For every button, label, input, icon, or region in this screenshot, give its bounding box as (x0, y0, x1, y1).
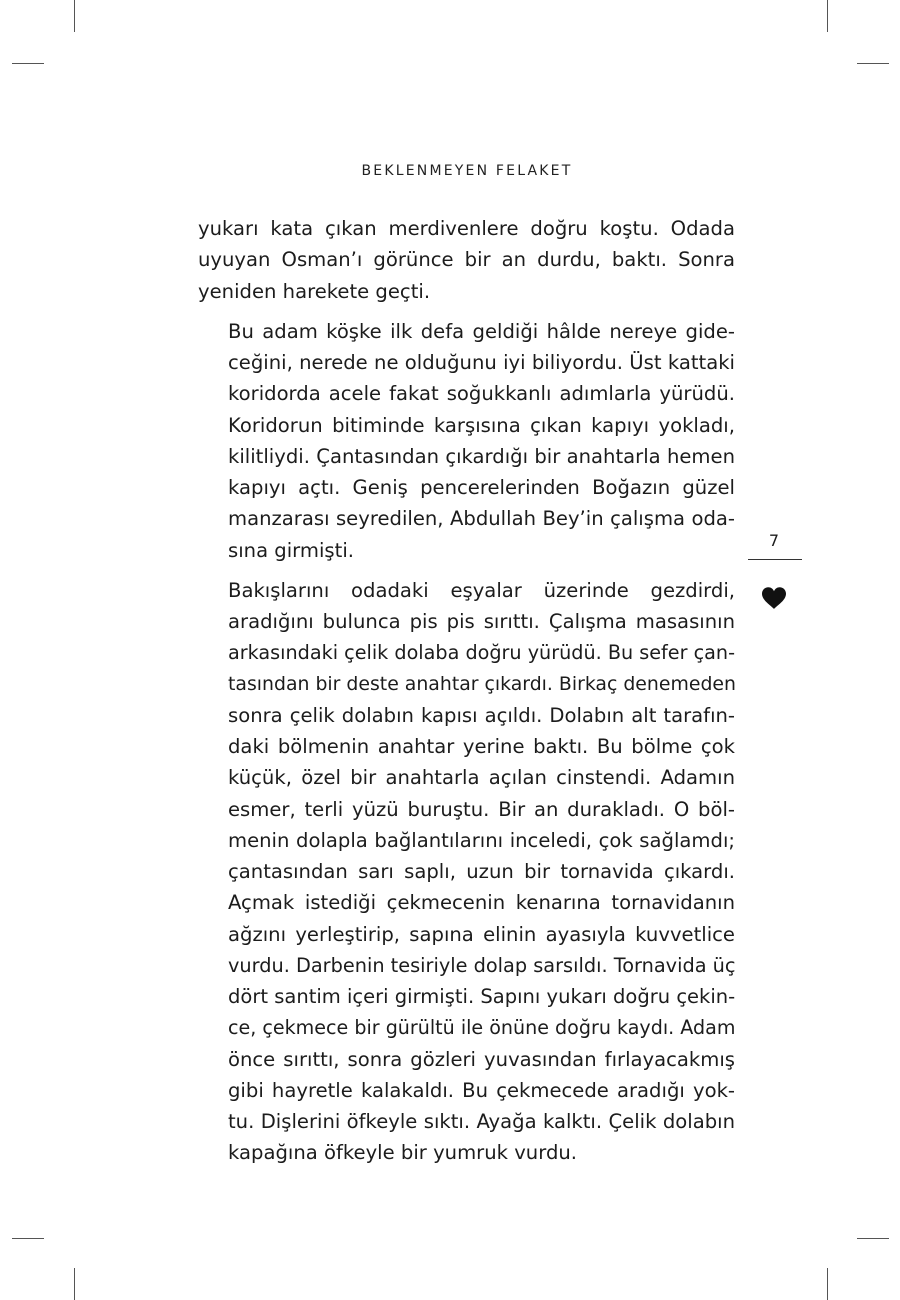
crop-mark-bottom-left (74, 1268, 75, 1300)
paragraph (198, 316, 735, 566)
text-line: Bakışlarını odadaki eşyalar üzerinde gezdirdi, (228, 578, 735, 602)
text-line: önce sırıttı, sonra gözleri yuvasından fırlayacakmış (228, 1047, 735, 1071)
text-line: sonra çelik dolabın kapısı açıldı. Dolabın alt tarafın- (228, 703, 735, 727)
crop-mark-top-right (827, 0, 828, 32)
text-line: koridorda acele fakat soğukkanlı adımlarla yürüdü. (228, 382, 735, 406)
body-text (198, 213, 735, 1178)
page-number: 7 (768, 531, 780, 550)
crop-mark-left-top (12, 63, 44, 64)
text-line: Koridorun bitiminde karşısına çıkan kapıyı yokladı, (228, 413, 735, 437)
text-line: yukarı kata çıkan merdivenlere doğru koştu. Odada (198, 217, 735, 240)
text-line: manzarası seyredilen, Abdullah Bey’in çalışma oda- (228, 507, 735, 531)
crop-mark-top-left (74, 0, 75, 32)
text-line: kilitliydi. Çantasından çıkardığı bir anahtarla hemen (228, 444, 735, 468)
text-line: vurdu. Darbenin tesiriyle dolap sarsıldı. Tornavida üç (228, 953, 736, 977)
text-line: kapıyı açtı. Geniş pencerelerinden Boğazın güzel (228, 476, 735, 499)
crop-mark-bottom-right (827, 1268, 828, 1300)
text-line: gibi hayretle kalakaldı. Bu çekmecede aradığı yok- (228, 1078, 735, 1102)
text-line: aradığını bulunca pis pis sırıttı. Çalışma masasının (228, 610, 735, 633)
crop-mark-right-top (857, 63, 889, 64)
text-line: ceğini, nerede ne olduğunu iyi biliyordu. Üst kattaki (228, 351, 735, 374)
text-line: çantasından sarı saplı, uzun bir tornavida çıkardı. (228, 860, 735, 883)
text-line: Açmak istediği çekmecenin kenarına tornavidanın (228, 891, 735, 915)
text-line: tu. Dişlerini öfkeyle sıktı. Ayağa kalktı. Çelik dolabın (228, 1110, 735, 1133)
paragraph (198, 213, 735, 307)
text-line: dört santim içeri girmişti. Sapını yukarı doğru çekin- (228, 985, 736, 1008)
text-line: ağzını yerleştirip, sapına elinin ayasıyla kuvvetlice (228, 922, 735, 946)
crop-mark-right-bottom (857, 1238, 889, 1239)
text-line: menin dolapla bağlantılarını inceledi, çok sağlamdı; (228, 828, 735, 852)
page-number-rule (748, 559, 802, 560)
text-line: esmer, terli yüzü buruştu. Bir an durakladı. O böl- (228, 797, 735, 821)
text-line: Bu adam köşke ilk defa geldiği hâlde nereye gide- (228, 319, 735, 343)
text-line: küçük, özel bir anahtarla açılan cinstendi. Adamın (228, 766, 735, 790)
text-line: daki bölmenin anahtar yerine baktı. Bu bölme çok (228, 735, 735, 758)
text-line: uyuyan Osman’ı görünce bir an durdu, baktı. Sonra (198, 248, 735, 272)
text-line: tasından bir deste anahtar çıkardı. Birkaç denemeden (228, 672, 736, 695)
paragraph (198, 575, 735, 1169)
running-head: BEKLENMEYEN FELAKET (361, 163, 573, 179)
crop-mark-left-bottom (12, 1238, 44, 1239)
text-line: arkasındaki çelik dolaba doğru yürüdü. Bu sefer çan- (228, 641, 735, 665)
heart-icon (761, 586, 787, 610)
text-line: yeniden harekete geçti. (198, 279, 431, 303)
text-line: kapağına öfkeyle bir yumruk vurdu. (228, 1141, 578, 1165)
text-line: ce, çekmece bir gürültü ile önüne doğru kaydı. Adam (228, 1016, 736, 1040)
text-line: sına girmişti. (228, 538, 354, 562)
